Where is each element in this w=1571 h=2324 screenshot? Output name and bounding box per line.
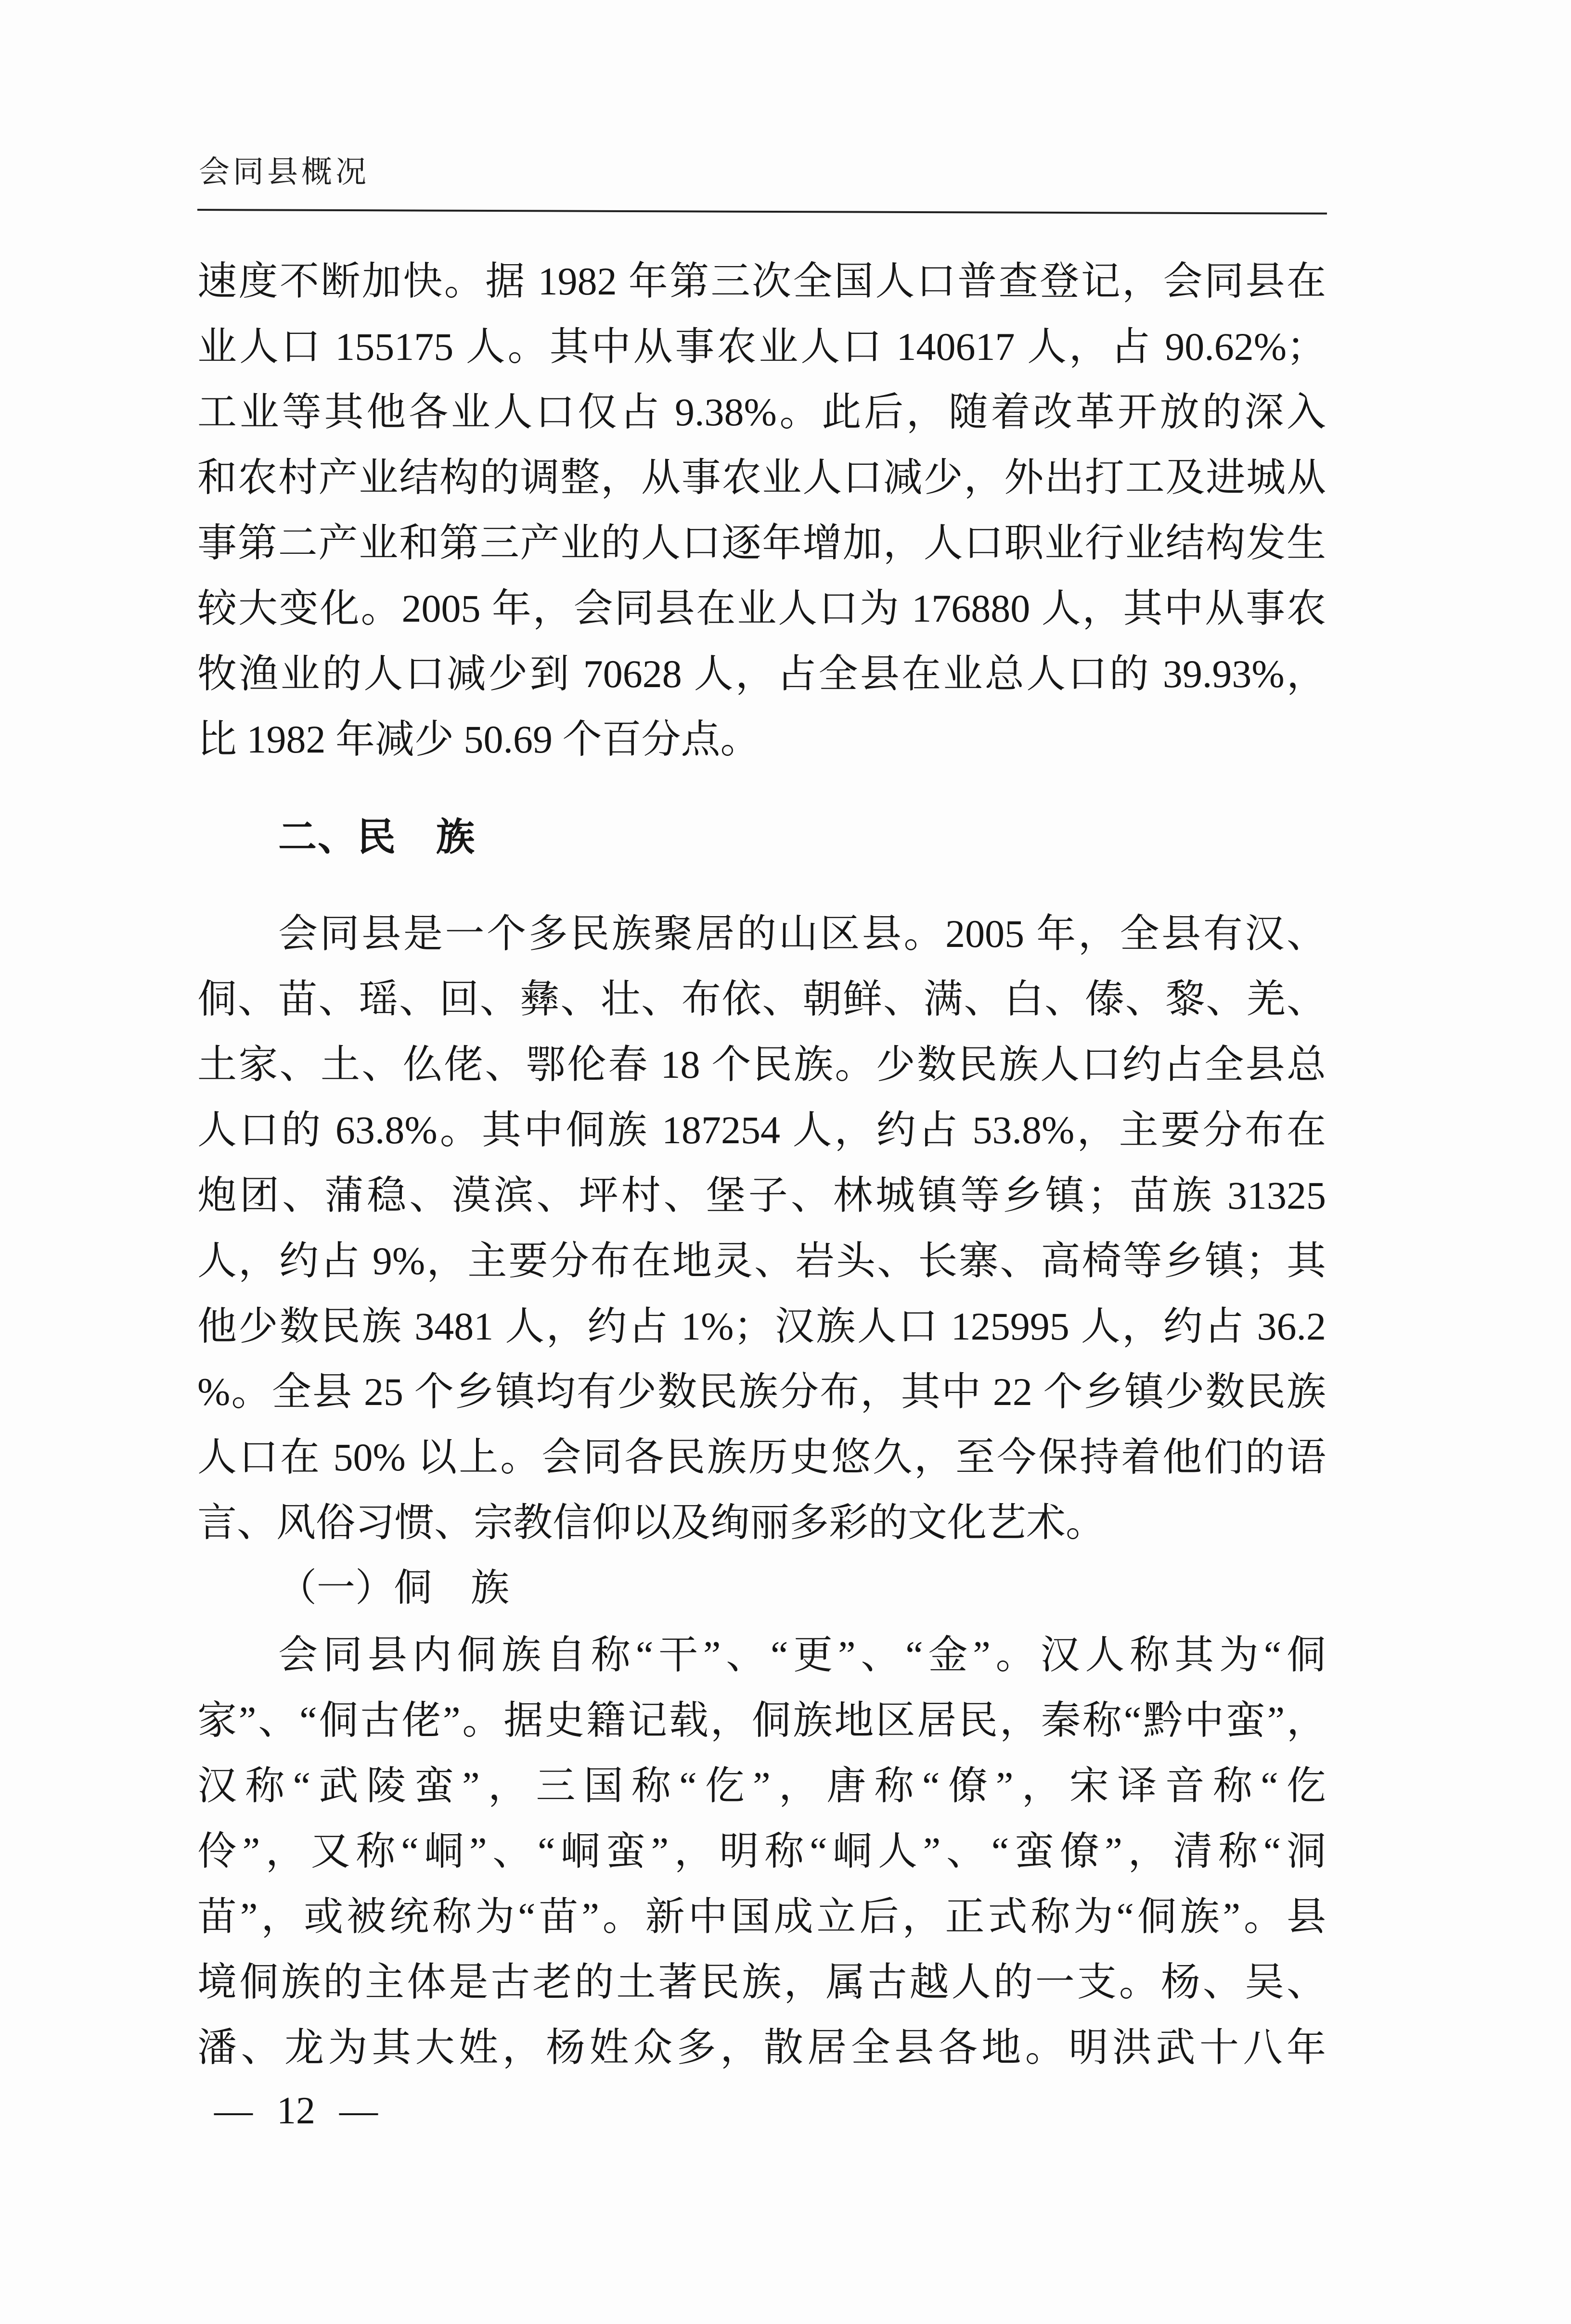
text-line: 事第二产业和第三产业的人口逐年增加，人口职业行业结构发生 <box>197 521 1326 565</box>
text-line: 比 1982 年减少 50.69 个百分点。 <box>197 717 760 761</box>
ethnic-paragraph <box>197 901 1326 1556</box>
page-number: — 12 — <box>214 2090 378 2132</box>
section-heading: 二、民 族 <box>278 817 476 859</box>
text-line: 土家、土、仫佬、鄂伦春 18 个民族。少数民族人口约占全县总 <box>197 1043 1326 1086</box>
text-line: 和农村产业结构的调整，从事农业人口减少，外出打工及进城从 <box>197 456 1326 499</box>
text-line: 会同县是一个多民族聚居的山区县。2005 年，全县有汉、 <box>278 912 1326 956</box>
subsection-heading: （一）侗 族 <box>278 1567 509 1609</box>
subsection-heading-block <box>197 1556 1326 1621</box>
dong-paragraph <box>197 1622 1326 2081</box>
continued-paragraph <box>197 249 1326 772</box>
section-heading-block <box>197 805 1326 870</box>
text-line: 炮团、蒲稳、漠滨、坪村、堡子、林城镇等乡镇；苗族 31325 <box>197 1174 1326 1217</box>
text-line: 侗、苗、瑶、回、彝、壮、布依、朝鲜、满、白、傣、黎、羌、 <box>197 977 1326 1021</box>
text-line: 人口的 63.8%。其中侗族 187254 人，约占 53.8%，主要分布在 <box>197 1108 1326 1152</box>
text-line: 牧渔业的人口减少到 70628 人，占全县在业总人口的 39.93%， <box>197 652 1326 696</box>
text-line: 苗”，或被统称为“苗”。新中国成立后，正式称为“侗族”。县 <box>197 1895 1326 1939</box>
text-line: 速度不断加快。据 1982 年第三次全国人口普查登记，会同县在 <box>197 259 1326 303</box>
text-line: 伶”，又称“峒”、“峒蛮”，明称“峒人”、“蛮僚”，清称“洞 <box>197 1829 1326 1873</box>
text-line: 人口在 50% 以上。会同各民族历史悠久，至今保持着他们的语 <box>197 1435 1326 1479</box>
text-line: 境侗族的主体是古老的土著民族，属古越人的一支。杨、吴、 <box>197 1960 1326 2004</box>
text-line: 会同县内侗族自称“干”、“更”、“金”。汉人称其为“侗 <box>278 1633 1326 1677</box>
running-header-title: 会同县概况 <box>199 155 370 189</box>
text-line: 潘、龙为其大姓，杨姓众多，散居全县各地。明洪武十八年 <box>197 2026 1326 2069</box>
text-line: %。全县 25 个乡镇均有少数民族分布，其中 22 个乡镇少数民族 <box>197 1370 1326 1414</box>
text-line: 人，约占 9%，主要分布在地灵、岩头、长寨、高椅等乡镇；其 <box>197 1239 1326 1283</box>
text-line: 言、风俗习惯、宗教信仰以及绚丽多彩的文化艺术。 <box>197 1501 1106 1545</box>
text-line: 汉称“武陵蛮”，三国称“仡”，唐称“僚”，宋译音称“仡 <box>197 1764 1326 1808</box>
text-line: 他少数民族 3481 人，约占 1%；汉族人口 125995 人，约占 36.2 <box>197 1304 1326 1348</box>
text-line: 业人口 155175 人。其中从事农业人口 140617 人，占 90.62%； <box>197 325 1326 369</box>
text-line: 家”、“侗古佬”。据史籍记载，侗族地区居民，秦称“黔中蛮”， <box>197 1698 1326 1742</box>
text-line: 工业等其他各业人口仅占 9.38%。此后，随着改革开放的深入 <box>197 390 1326 434</box>
text-line: 较大变化。2005 年，会同县在业人口为 176880 人，其中从事农 <box>197 587 1326 630</box>
header-rule <box>197 209 1327 215</box>
